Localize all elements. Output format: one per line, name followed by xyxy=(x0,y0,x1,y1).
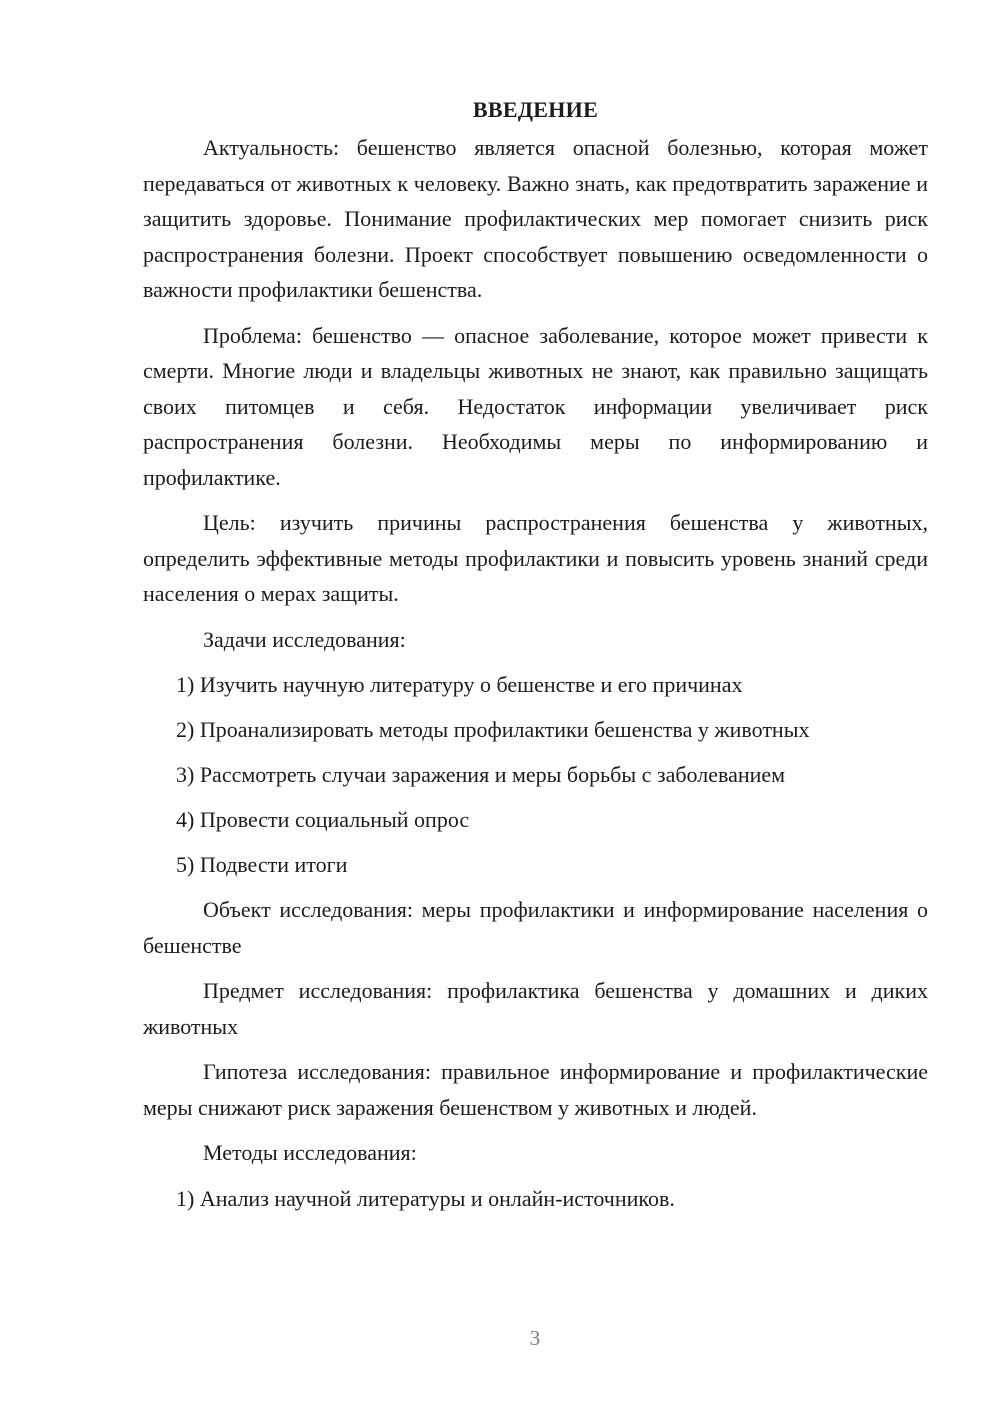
task-item-4: 4) Провести социальный опрос xyxy=(176,807,470,832)
methods-list xyxy=(143,1181,928,1217)
hypothesis-paragraph: Гипотеза исследования: правильное информирование и профилактические меры снижают риск заражения бешенством у животных и людей. xyxy=(143,1059,928,1120)
method-item-1: 1) Анализ научной литературы и онлайн-источников. xyxy=(176,1185,675,1211)
object-paragraph: Объект исследования: меры профилактики и информирование населения о бешенстве xyxy=(143,897,928,958)
goal-paragraph: Цель: изучить причины распространения бешенства у животных, определить эффективные методы профилактики и повысить уровень знаний среди населения о мерах защиты. xyxy=(143,510,928,606)
subject-paragraph: Предмет исследования: профилактика бешенства у домашних и диких животных xyxy=(143,978,928,1039)
task-item-2: 2) Проанализировать методы профилактики бешенства у животных xyxy=(176,717,810,742)
methods-heading: Методы исследования: xyxy=(203,1140,417,1165)
tasks-list xyxy=(143,667,928,883)
task-item-3: 3) Рассмотреть случаи заражения и меры борьбы с заболеванием xyxy=(176,762,786,787)
document-page xyxy=(143,92,928,1226)
problem-paragraph: Проблема: бешенство — опасное заболевание, которое может привести к смерти. Многие люди и владельцы животных не знают, как правильно защищать своих питомцев и себя. Недостаток информации увеличивает риск распространения болезни. Необходимы меры по информированию и профилактике. xyxy=(143,322,928,490)
page-number: 3 xyxy=(529,1326,541,1350)
tasks-heading: Задачи исследования: xyxy=(203,626,406,652)
relevance-paragraph: Актуальность: бешенство является опасной болезнью, которая может передаваться от животных к человеку. Важно знать, как предотвратить заражение и защитить здоровье. Понимание профилактических мер помогает снизить риск распространения болезни. Проект способствует повышению осведомленности о важности профилактики бешенства. xyxy=(143,135,928,302)
task-item-5: 5) Подвести итоги xyxy=(176,852,348,877)
task-item-1: 1) Изучить научную литературу о бешенстве и его причинах xyxy=(176,672,743,697)
page-title: ВВЕДЕНИЕ xyxy=(472,97,599,122)
